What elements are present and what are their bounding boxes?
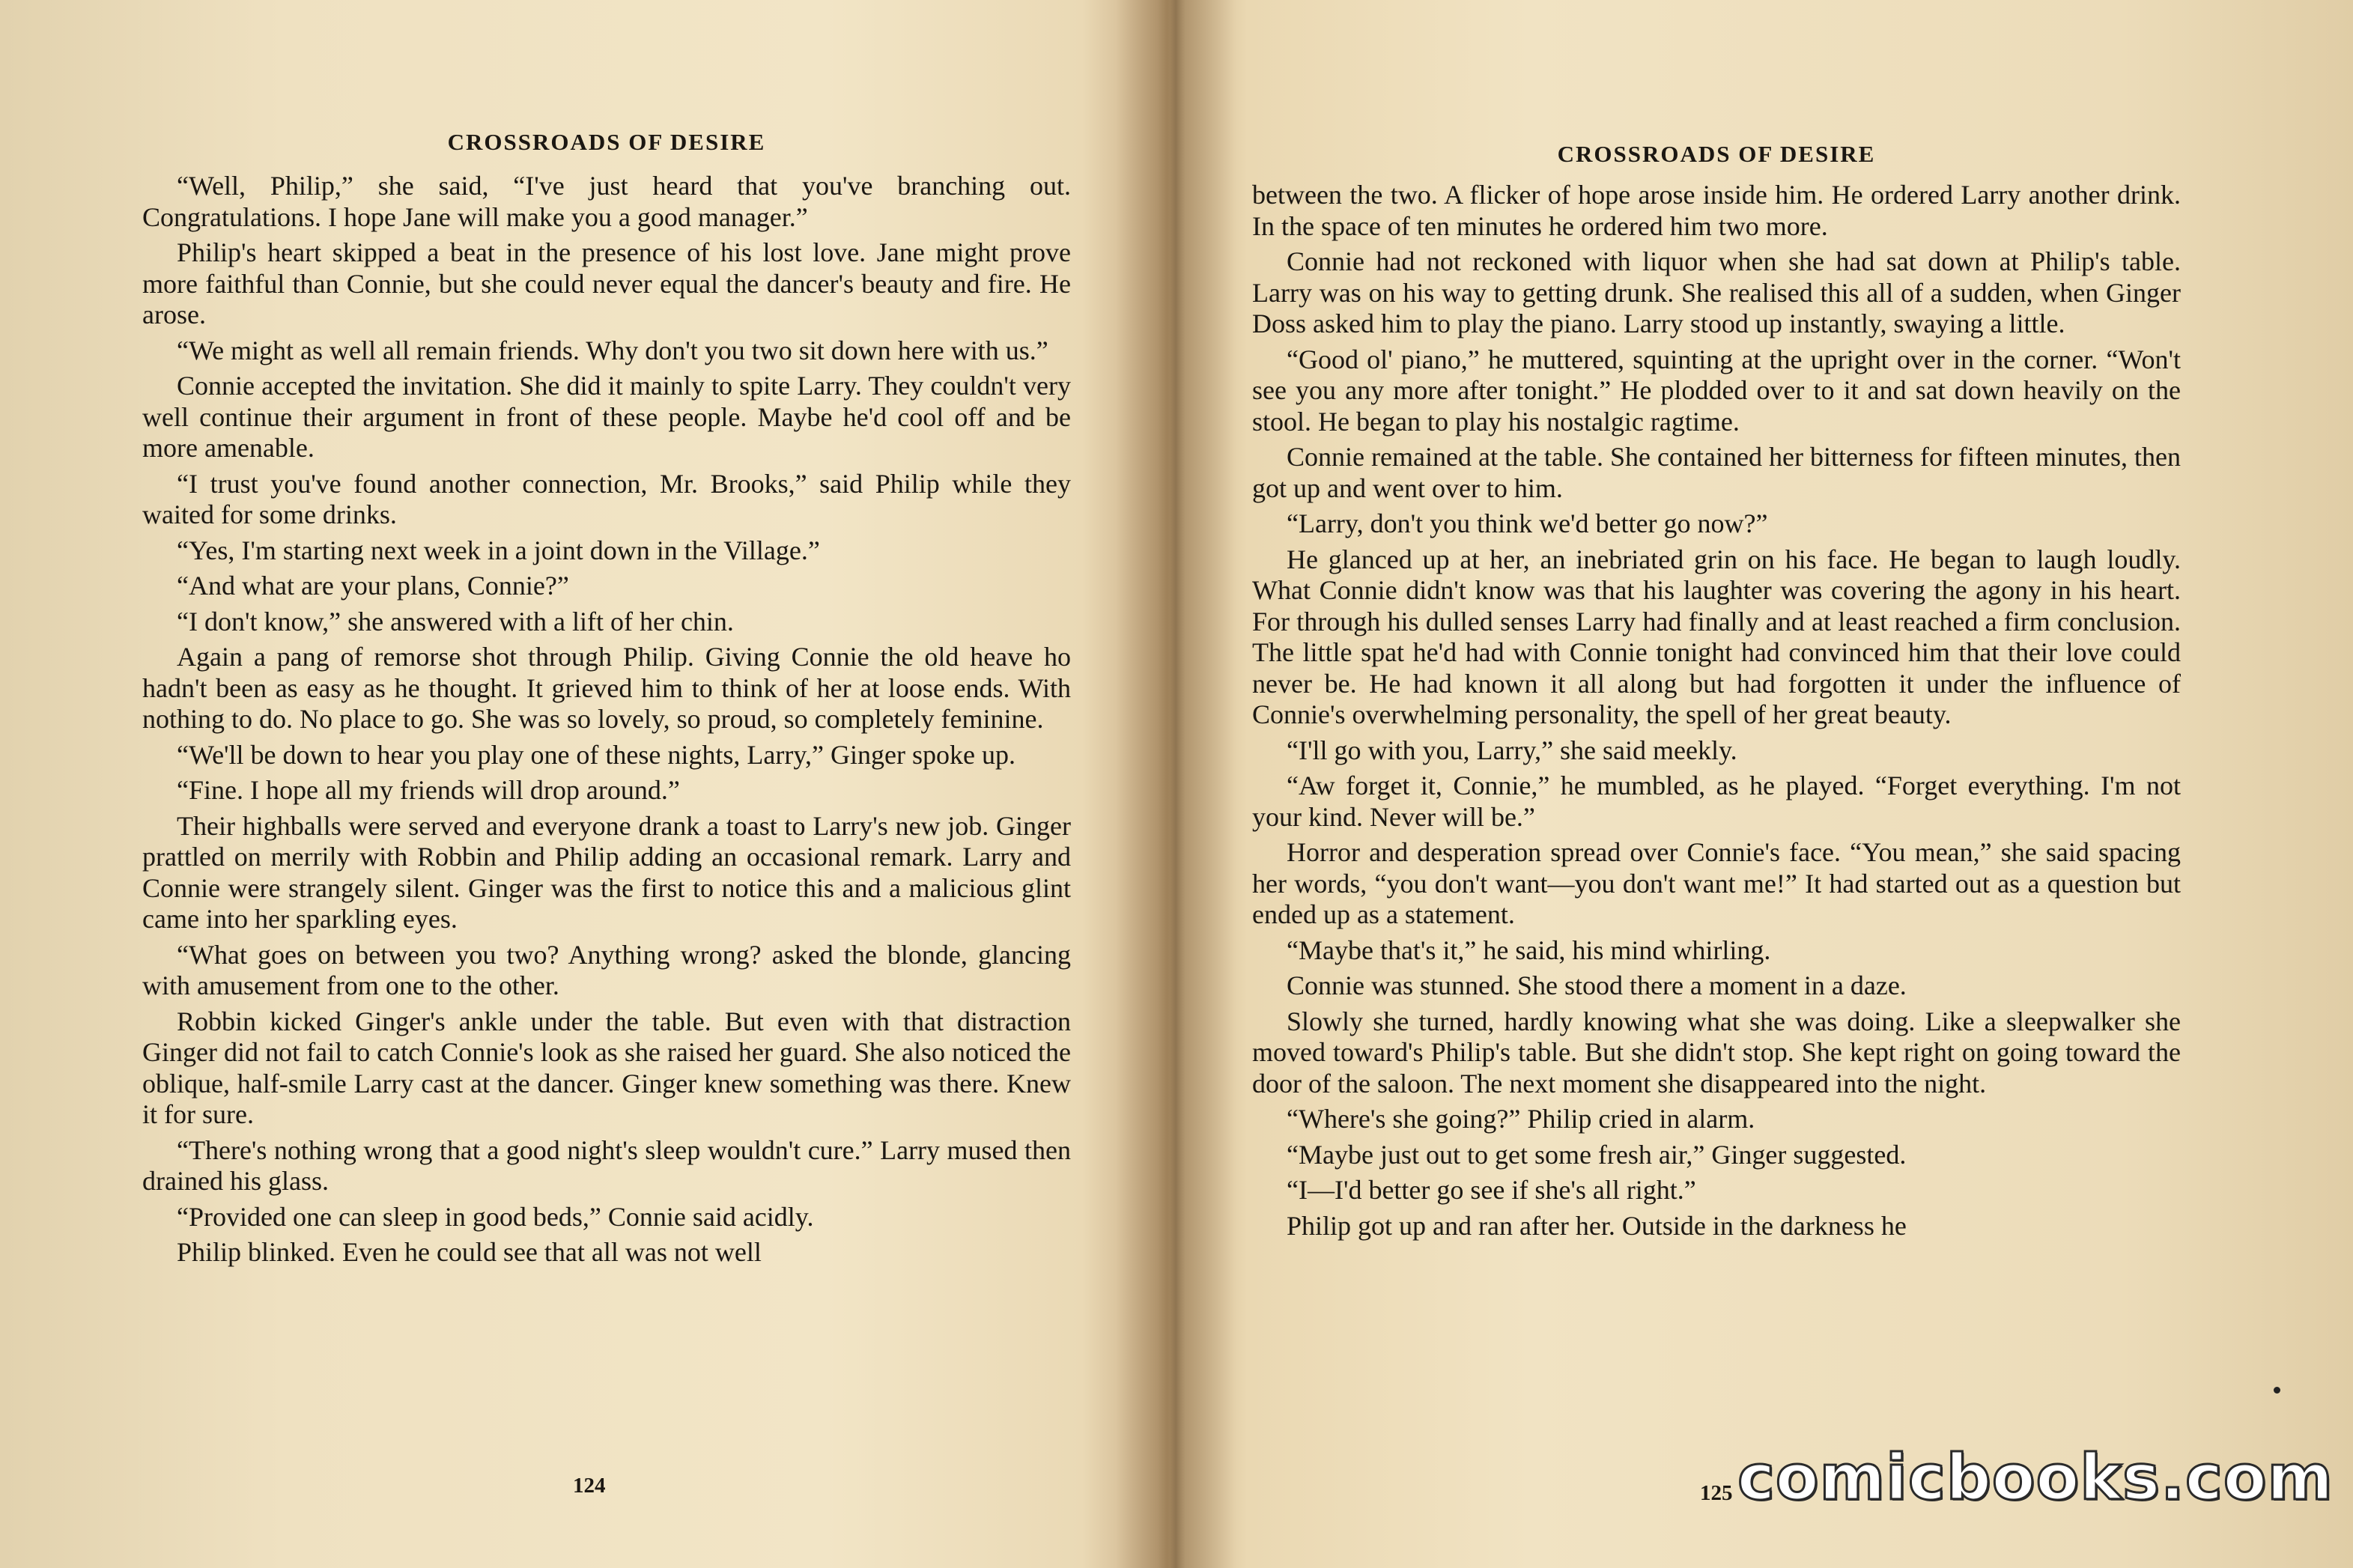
paragraph: “Maybe that's it,” he said, his mind whirling. [1287,935,1771,965]
paragraph: “And what are your plans, Connie?” [177,571,569,601]
paragraph: “There's nothing wrong that a good night's sleep wouldn't cure.” Larry mused then drained his glass. [142,1134,1071,1196]
running-head-right: CROSSROADS OF DESIRE [1557,141,1876,167]
paragraph: “Yes, I'm starting next week in a joint down in the Village.” [177,535,820,565]
paragraph: “We might as well all remain friends. Why don't you two sit down here with us.” [177,335,1048,365]
paragraph: Connie accepted the invitation. She did it mainly to spite Larry. They couldn't very well continue their argument in front of these people. Maybe he'd cool off and be more amenable. [142,371,1071,463]
paragraph: between the two. A flicker of hope arose inside him. He ordered Larry another drink. In the space of ten minutes he ordered him two more. [1252,180,2181,241]
paragraph: Philip blinked. Even he could see that all was not well [177,1237,762,1267]
paragraph: “Aw forget it, Connie,” he mumbled, as he played. “Forget everything. I'm not your kind. Never will be.” [1252,771,2181,832]
paragraph: “Where's she going?” Philip cried in alarm. [1287,1104,1755,1134]
watermark-logo: comicbooks.com [1737,1441,2334,1514]
paragraph: “We'll be down to hear you play one of these nights, Larry,” Ginger spoke up. [177,739,1015,770]
paragraph: “I—I'd better go see if she's all right.” [1287,1175,1696,1205]
ink-speck [2274,1387,2280,1394]
paragraph: Their highballs were served and everyone drank a toast to Larry's new job. Ginger prattled on merrily with Robbin and Philip adding an occasional remark. Larry and Connie were strangely silent. Ginger was the first to notice this and a malicious glint came into her sparkling eyes. [142,810,1071,934]
paragraph: “What goes on between you two? Anything wrong? asked the blonde, glancing with amusement from one to the other. [142,939,1071,1000]
paragraph: Connie remained at the table. She contained her bitterness for fifteen minutes, then got up and went over to him. [1252,442,2181,503]
paragraph: Again a pang of remorse shot through Philip. Giving Connie the old heave ho hadn't been as easy as he thought. It grieved him to think of her at loose ends. With nothing to do. No place to go. She was so lovely, so proud, so completely feminine. [142,642,1071,734]
paragraph: “Larry, don't you think we'd better go now?” [1287,508,1768,538]
book-gutter [1116,0,1236,1568]
page-number-left: 124 [573,1474,606,1498]
left-page-text [142,171,1071,1273]
paragraph: Slowly she turned, hardly knowing what she was doing. Like a sleepwalker she moved toward's Philip's table. But she didn't stop. She kept right on going toward the door of the saloon. The next moment she disappeared into the night. [1252,1006,2181,1098]
running-head-left: CROSSROADS OF DESIRE [447,129,766,155]
paragraph: He glanced up at her, an inebriated grin on his face. He began to laugh loudly. What Connie didn't know was that his laughter was covering the agony in his heart. For through his dulled senses Larry had finally and at least reached a firm conclusion. The little spat he'd had with Connie tonight had convinced him that their love could never be. He had known it all along but had forgotten it under the influence of Connie's overwhelming personality, the spell of her great beauty. [1252,544,2181,729]
paragraph: “I don't know,” she answered with a lift of her chin. [177,606,734,636]
paragraph: “I trust you've found another connection, Mr. Brooks,” said Philip while they waited for some drinks. [142,468,1071,529]
paragraph: Philip got up and ran after her. Outside in the darkness he [1287,1210,1907,1241]
paragraph: “Maybe just out to get some fresh air,” Ginger suggested. [1287,1139,1907,1170]
paragraph: “Fine. I hope all my friends will drop around.” [177,775,680,805]
paragraph: “Good ol' piano,” he muttered, squinting at the upright over in the corner. “Won't see you any more after tonight.” He plodded over to it and sat down heavily on the stool. He began to play his nostalgic ragtime. [1252,344,2181,437]
right-page-text [1252,180,2181,1246]
left-page [142,0,1071,1568]
paragraph: Robbin kicked Ginger's ankle under the table. But even with that distraction Ginger did not fail to catch Connie's look as she raised her guard. She also noticed the oblique, half-smile Larry cast at the dancer. Ginger knew something was there. Knew it for sure. [142,1006,1071,1129]
paragraph: Philip's heart skipped a beat in the presence of his lost love. Jane might prove more faithful than Connie, but she could never equal the dancer's beauty and fire. He arose. [142,237,1071,329]
right-page [1252,0,2181,1568]
paragraph: Connie was stunned. She stood there a moment in a daze. [1287,970,1907,1000]
paragraph: Connie had not reckoned with liquor when she had sat down at Philip's table. Larry was on his way to getting drunk. She realised this all of a sudden, when Ginger Doss asked him to play the piano. Larry stood up instantly, swaying a little. [1252,246,2181,338]
paragraph: “Well, Philip,” she said, “I've just heard that you've branching out. Congratulations. I hope Jane will make you a good manager.” [142,171,1071,232]
paragraph: Horror and desperation spread over Connie's face. “You mean,” she said spacing her words, “you don't want—you don't want me!” It had started out as a question but ended up as a statement. [1252,837,2181,929]
paragraph: “I'll go with you, Larry,” she said meekly. [1287,735,1737,765]
page-number-right: 125 [1700,1481,1733,1505]
paragraph: “Provided one can sleep in good beds,” Connie said acidly. [177,1201,814,1232]
